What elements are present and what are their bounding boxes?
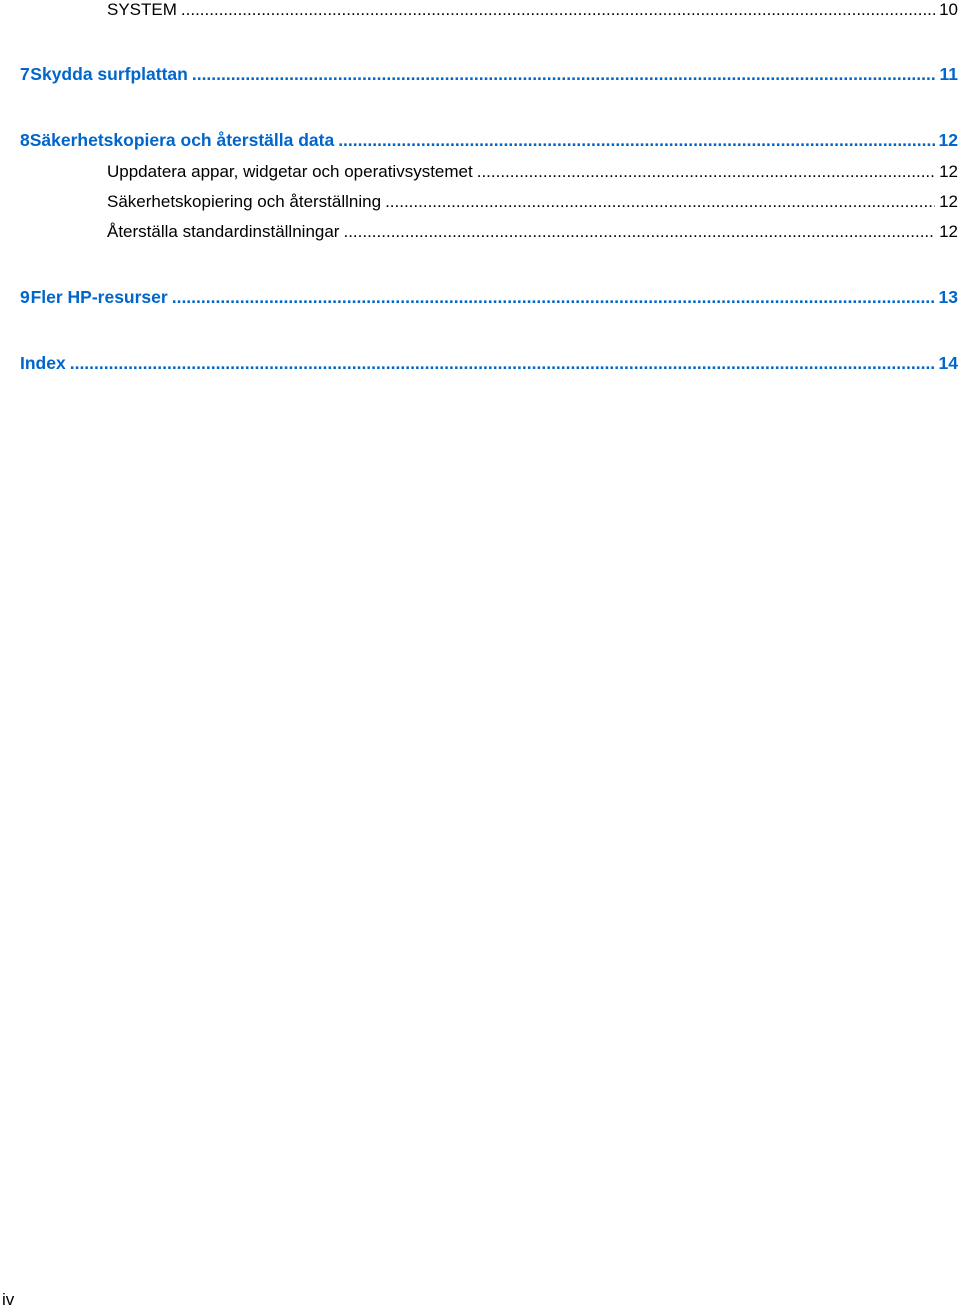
toc-entry-title: Uppdatera appar, widgetar och operativsystemet <box>107 162 473 181</box>
toc-entry-page: 10 <box>939 0 958 19</box>
page-number: iv <box>2 1290 15 1309</box>
dot-leader <box>70 350 935 376</box>
toc-entry-page: 12 <box>939 222 958 241</box>
dot-leader <box>181 0 935 23</box>
dot-leader <box>192 61 936 87</box>
chapter-number: 7 <box>20 64 30 84</box>
toc-chapter-9[interactable] <box>0 284 960 310</box>
toc-entry-title: Säkerhetskopiering och återställning <box>107 192 382 211</box>
toc-entry-page: 11 <box>939 64 958 84</box>
dot-leader <box>477 159 935 185</box>
toc-entry-title: SYSTEM <box>107 0 177 19</box>
toc-entry-title: Säkerhetskopiera och återställa data <box>29 130 335 150</box>
toc-entry-page: 12 <box>939 192 958 211</box>
dot-leader <box>338 127 934 153</box>
toc-index[interactable] <box>0 350 960 376</box>
toc-entry-title: Skydda surfplattan <box>30 64 188 84</box>
dot-leader <box>172 284 935 310</box>
toc-section-aterstalla[interactable] <box>0 219 960 245</box>
toc-chapter-7[interactable] <box>0 61 960 87</box>
dot-leader <box>343 219 935 245</box>
toc-entry-page: 13 <box>938 287 958 307</box>
toc-entry-page: 14 <box>938 353 958 373</box>
toc-entry-title: Återställa standardinställningar <box>107 222 340 241</box>
toc-entry-page: 12 <box>939 162 958 181</box>
toc-chapter-8[interactable] <box>0 127 960 153</box>
toc-entry-title: Fler HP-resurser <box>30 287 168 307</box>
toc-section-sakerhetskopiering[interactable] <box>0 189 960 215</box>
chapter-number: 9 <box>20 287 30 307</box>
dot-leader <box>385 189 935 215</box>
toc-entry-page: 12 <box>938 130 958 150</box>
toc-entry-system[interactable] <box>0 0 960 23</box>
toc-entry-title: Index <box>20 353 66 373</box>
chapter-number: 8 <box>20 130 30 150</box>
toc-section-uppdatera[interactable] <box>0 159 960 185</box>
